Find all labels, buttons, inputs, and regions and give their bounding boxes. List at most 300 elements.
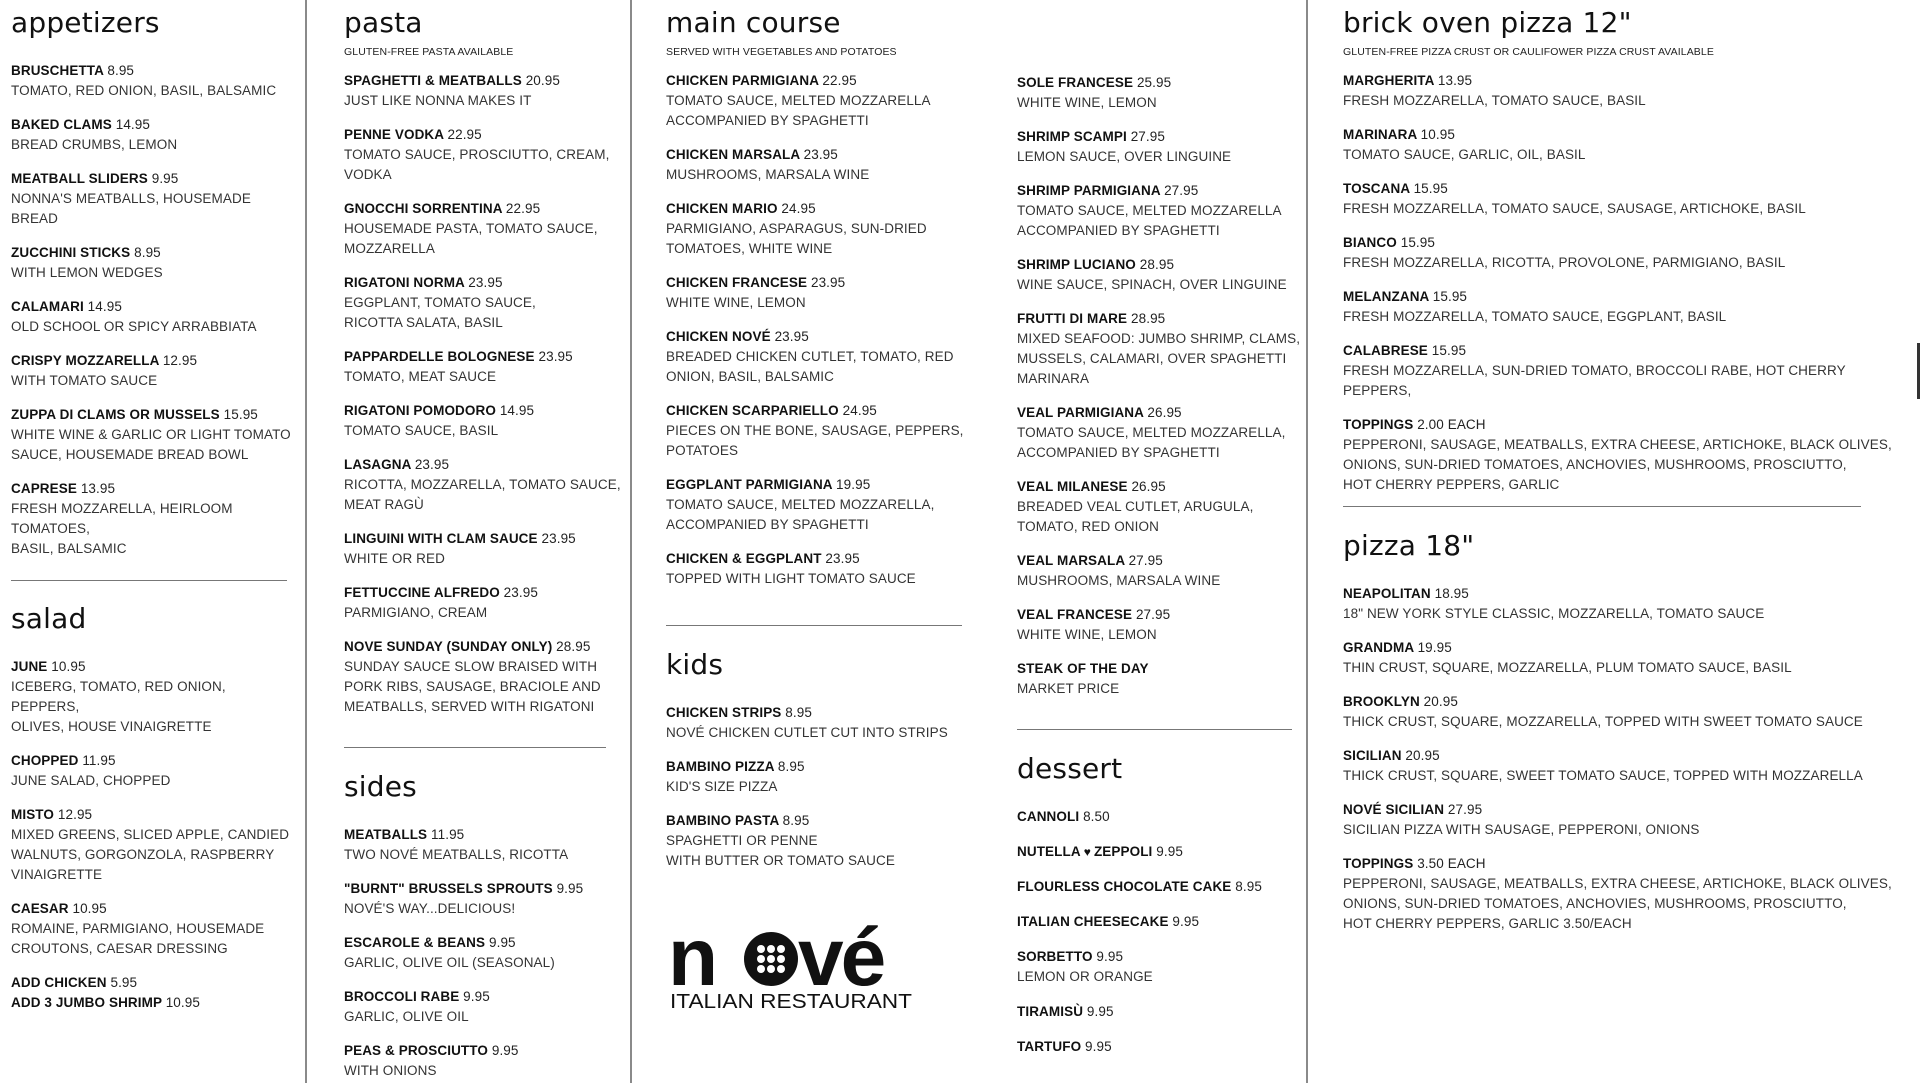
menu-item-title: SHRIMP LUCIANO [1017,257,1136,272]
menu-item [344,199,624,259]
menu-item-price: 18.95 [1434,586,1469,601]
menu-item-description: WHITE WINE & GARLIC OR LIGHT TOMATO [11,427,291,442]
menu-item [666,327,996,387]
menu-item-title: EGGPLANT PARMIGIANA [666,477,833,492]
menu-item-name [666,401,996,421]
menu-item-price: 14.95 [87,299,122,314]
menu-item-price: 24.95 [842,403,877,418]
menu-item-name [1017,477,1302,497]
menu-item-price: 10.95 [1420,127,1455,142]
menu-item-title: JUNE [11,659,48,674]
menu-item [11,993,296,1013]
menu-item-description: SUNDAY SAUCE SLOW BRAISED WITH [344,659,598,674]
menu-item-name [11,899,296,919]
menu-item-description: LEMON OR ORANGE [1017,969,1153,984]
menu-item-name [344,637,624,657]
menu-item-price: 8.50 [1083,809,1110,824]
menu-item-name [11,479,296,499]
menu-item-title: GNOCCHI SORRENTINA [344,201,503,216]
section-pizza-18 [1343,529,1913,934]
menu-item-price: 13.95 [1437,73,1473,88]
menu-item-price: 20.95 [1423,694,1458,709]
menu-item-description: TOMATO SAUCE, MELTED MOZZARELLA [1017,203,1282,218]
menu-item [344,347,624,387]
menu-item-name [1343,746,1913,766]
menu-item-title: CAESAR [11,901,69,916]
menu-item-price: 23.95 [803,147,838,162]
menu-item-title: TARTUFO [1017,1039,1082,1054]
divider-appetizers-salad [11,580,287,581]
menu-item-title: PAPPARDELLE BOLOGNESE [344,349,535,364]
menu-item-title: CHICKEN STRIPS [666,705,782,720]
menu-item-price: 10.95 [72,901,107,916]
menu-item-price: 9.95 [151,171,179,186]
menu-item-name [344,933,624,953]
menu-item [666,273,996,313]
menu-item-title: MELANZANA [1343,289,1429,304]
menu-item-description: OLIVES, HOUSE VINAIGRETTE [11,719,212,734]
menu-item-name [11,657,296,677]
menu-item-title-2: ZEPPOLI [1093,844,1153,859]
menu-item-title: NOVE SUNDAY (SUNDAY ONLY) [344,639,553,654]
menu-item-title: BROOKLYN [1343,694,1420,709]
menu-item-price: 8.95 [777,759,805,774]
menu-item [666,71,996,131]
menu-item-description: ACCOMPANIED BY SPAGHETTI [1017,223,1220,238]
menu-item-description: BREAD CRUMBS, LEMON [11,137,178,152]
menu-item-title: PEAS & PROSCIUTTO [344,1043,488,1058]
menu-item [344,879,624,919]
menu-item-price: 9.95 [1172,914,1200,929]
menu-item-title: BIANCO [1343,235,1397,250]
menu-item-title: BROCCOLI RABE [344,989,460,1004]
menu-item-price: 26.95 [1131,479,1166,494]
menu-item-price: 22.95 [447,127,482,142]
menu-item-name [344,879,624,899]
menu-item-description: POTATOES [666,443,739,458]
menu-item [1017,807,1302,827]
menu-item [344,987,624,1027]
section-sides [344,770,624,1081]
menu-item-title: ZUCCHINI STICKS [11,245,131,260]
menu-item-name [666,475,996,495]
menu-item-description: WHITE OR RED [344,551,445,566]
menu-item-name [1017,255,1302,275]
menu-item-name [1343,638,1913,658]
divider-main-dessert [1017,729,1292,730]
menu-item [11,169,296,229]
menu-item-title: SHRIMP SCAMPI [1017,129,1127,144]
menu-item-title: MEATBALLS [344,827,428,842]
phone-keypad-o-icon [744,932,798,986]
menu-item-name [1017,309,1302,329]
menu-item-name [11,61,296,81]
menu-item-description: GARLIC, OLIVE OIL [344,1009,469,1024]
menu-item-price: 10.95 [51,659,86,674]
column-divider-3 [1306,0,1308,1083]
section-title-appetizers: appetizers [11,6,160,39]
menu-item-price: 23.95 [541,531,576,546]
column-pasta-sides [344,0,624,1078]
menu-item-description: MIXED GREENS, SLICED APPLE, CANDIED [11,827,290,842]
menu-item-description: KID'S SIZE PIZZA [666,779,778,794]
nove-logo-mark [668,915,928,1025]
section-pizza-12 [1343,0,1913,495]
menu-item-description: FRESH MOZZARELLA, SUN-DRIED TOMATO, BROCCOLI RABE, HOT CHERRY PEPPERS, [1343,363,1846,398]
section-pasta [344,0,624,717]
menu-item-description: BREADED VEAL CUTLET, ARUGULA, [1017,499,1254,514]
menu-item [344,401,624,441]
menu-item-description: WHITE WINE, LEMON [1017,95,1157,110]
menu-item-price: 15.95 [1431,343,1467,358]
menu-item-price: 23.95 [414,457,450,472]
menu-item-price: 14.95 [499,403,535,418]
menu-item-price: 20.95 [1405,748,1440,763]
menu-item [1017,73,1302,113]
menu-item-title: ZUPPA DI CLAMS OR MUSSELS [11,407,220,422]
menu-item-price: 12.95 [162,353,198,368]
menu-item [1343,287,1913,327]
menu-item-description: FRESH MOZZARELLA, HEIRLOOM TOMATOES, [11,501,233,536]
menu-item-title: ADD CHICKEN [11,975,107,990]
section-title-pizza-18: pizza 18" [1343,529,1475,562]
column-appetizers-salad [11,0,296,1010]
menu-item-title: SICILIAN [1343,748,1402,763]
menu-item [1017,877,1302,897]
menu-item-price: 15.95 [1432,289,1468,304]
menu-item-name [666,71,996,91]
menu-item-description: PIECES ON THE BONE, SAUSAGE, PEPPERS, [666,423,964,438]
menu-item [344,529,624,569]
menu-item-name [344,987,624,1007]
menu-item [1017,947,1302,987]
menu-item-name [1017,659,1302,679]
menu-item-title: NUTELLA [1017,844,1081,859]
menu-item-price: 23.95 [810,275,846,290]
menu-item-price: 28.95 [1131,311,1166,326]
menu-item-description: TOMATO SAUCE, BASIL [344,423,499,438]
pasta-subtitle: GLUTEN-FREE PASTA AVAILABLE [344,46,514,58]
menu-item [1017,842,1302,862]
menu-item-name [1343,415,1913,435]
menu-item-description: RICOTTA SALATA, BASIL [344,315,503,330]
pasta-list [344,71,624,717]
menu-item [11,973,296,993]
menu-item-title: MARGHERITA [1343,73,1434,88]
menu-item-name [11,973,296,993]
menu-item-description: TOMATO SAUCE, GARLIC, OIL, BASIL [1343,147,1586,162]
menu-item-description: JUST LIKE NONNA MAKES IT [344,93,532,108]
menu-item-title: FLOURLESS CHOCOLATE CAKE [1017,879,1232,894]
menu-item-description: TOMATO, RED ONION, BASIL, BALSAMIC [11,83,277,98]
menu-item-title: BRUSCHETTA [11,63,104,78]
menu-item-description: BREADED CHICKEN CUTLET, TOMATO, RED [666,349,954,364]
menu-item-price: 8.95 [134,245,161,260]
menu-item-price: 20.95 [525,73,560,88]
main-course-list-right [1017,73,1302,699]
menu-item [1343,584,1913,624]
logo-ve: vé [798,915,884,1003]
menu-item-name [1017,403,1302,423]
menu-item [1017,127,1302,167]
menu-item-name [1017,1002,1302,1022]
menu-item-price: 8.95 [1235,879,1262,894]
menu-item-price: 12.95 [57,807,93,822]
menu-item-title: MEATBALL SLIDERS [11,171,148,186]
menu-item-price: 27.95 [1128,553,1163,568]
menu-item-description: 18" NEW YORK STYLE CLASSIC, MOZZARELLA, TOMATO SAUCE [1343,606,1765,621]
menu-item-price: 23.95 [538,349,573,364]
menu-item [1343,341,1913,401]
menu-item-description: MUSSELS, CALAMARI, OVER SPAGHETTI [1017,351,1287,366]
menu-item-name [344,347,624,367]
menu-item-description: TOMATO, MEAT SAUCE [344,369,497,384]
menu-item-name [344,583,624,603]
menu-item-name [1017,947,1302,967]
menu-item [344,71,624,111]
pizza-18-list [1343,584,1913,934]
menu-item-description: ACCOMPANIED BY SPAGHETTI [666,517,869,532]
menu-item-description: ICEBERG, TOMATO, RED ONION, PEPPERS, [11,679,226,714]
menu-item-name [1017,127,1302,147]
menu-item-description: THICK CRUST, SQUARE, SWEET TOMATO SAUCE, TOPPED WITH MOZZARELLA [1343,768,1863,783]
menu-item-description: SAUCE, HOUSEMADE BREAD BOWL [11,447,249,462]
menu-item-name [344,199,624,219]
section-title-pizza-12: brick oven pizza 12" [1343,6,1632,39]
menu-item-description: THICK CRUST, SQUARE, MOZZARELLA, TOPPED WITH SWEET TOMATO SAUCE [1343,714,1863,729]
menu-item-name [666,327,996,347]
menu-item [1343,746,1913,786]
menu-item-name [1343,692,1913,712]
menu-item-name [666,703,966,723]
divider-main-kids [666,625,962,626]
menu-item-description: PORK RIBS, SAUSAGE, BRACIOLE AND [344,679,601,694]
menu-item [1343,179,1913,219]
menu-item-description: MARINARA [1017,371,1090,386]
menu-item-title: "BURNT" BRUSSELS SPROUTS [344,881,553,896]
menu-item [1343,71,1913,111]
menu-item-name [1017,73,1302,93]
menu-item-name [1017,605,1302,625]
menu-item-price: 11.95 [82,753,116,768]
menu-item-description: NOVÉ'S WAY...DELICIOUS! [344,901,516,916]
menu-item-description: ONIONS, SUN-DRIED TOMATOES, ANCHOVIES, MUSHROOMS, PROSCIUTTO, [1343,457,1847,472]
menu-item-description: VINAIGRETTE [11,867,103,882]
menu-item-description: WHITE WINE, LEMON [666,295,806,310]
section-title-main-course: main course [666,6,841,39]
menu-item-price: 27.95 [1164,183,1199,198]
menu-item-price: 27.95 [1135,607,1171,622]
menu-item-name [344,455,624,475]
nove-logo [668,915,928,1025]
logo-n: n [668,915,716,1003]
menu-item [11,899,296,959]
menu-item-title: CALABRESE [1343,343,1428,358]
menu-item-title: ESCAROLE & BEANS [344,935,486,950]
main-course-subtitle: SERVED WITH VEGETABLES AND POTATOES [666,46,897,58]
menu-item [666,401,996,461]
menu-item-price: 9.95 [1156,844,1183,859]
menu-item-price: 9.95 [1085,1039,1112,1054]
menu-item-title: RIGATONI POMODORO [344,403,496,418]
divider-pasta-sides [344,747,606,748]
menu-item-name [1343,233,1913,253]
section-title-sides: sides [344,770,417,803]
menu-item-price: 23.95 [503,585,538,600]
section-kids [666,648,966,871]
menu-item-price: 3.50 EACH [1417,856,1486,871]
menu-item-name [1343,854,1913,874]
menu-item-title: SPAGHETTI & MEATBALLS [344,73,522,88]
menu-item-price: 23.95 [468,275,503,290]
menu-item-description: PARMIGIANO, CREAM [344,605,488,620]
menu-item-price: 19.95 [836,477,871,492]
menu-item [1017,403,1302,463]
menu-item-price: 15.95 [1413,181,1448,196]
menu-item-price: 10.95 [165,995,200,1010]
menu-item-title: NOVÉ SICILIAN [1343,802,1445,817]
menu-item-description: TOMATOES, WHITE WINE [666,241,833,256]
menu-item-price: 2.00 EACH [1417,417,1486,432]
menu-item-name [344,825,624,845]
menu-item-name [344,1041,624,1061]
menu-item-title: CHICKEN NOVÉ [666,329,771,344]
menu-item-title: PENNE VODKA [344,127,444,142]
menu-item [666,199,996,259]
menu-item-price: 19.95 [1417,640,1452,655]
menu-item-description: WITH BUTTER OR TOMATO SAUCE [666,853,895,868]
menu-item-title: VEAL MARSALA [1017,553,1125,568]
menu-item-description: TOMATO, RED ONION [1017,519,1159,534]
menu-item-title: SHRIMP PARMIGIANA [1017,183,1161,198]
menu-item-title: TOPPINGS [1343,856,1414,871]
menu-item [1343,415,1913,495]
menu-item-name [1017,912,1302,932]
menu-item [1343,800,1913,840]
menu-item-title: LASAGNA [344,457,411,472]
menu-item-title: STEAK OF THE DAY [1017,661,1149,676]
menu-item-price: 9.95 [1086,1004,1114,1019]
menu-item-name [666,273,996,293]
column-divider-1 [305,0,307,1083]
menu-item-name [666,199,996,219]
menu-item-description: WITH LEMON WEDGES [11,265,163,280]
menu-item-price: 5.95 [110,975,138,990]
menu-item [1017,1002,1302,1022]
menu-item-title: FETTUCCINE ALFREDO [344,585,500,600]
menu-item-name [666,757,966,777]
menu-item [1017,912,1302,932]
menu-item-description: SICILIAN PIZZA WITH SAUSAGE, PEPPERONI, ONIONS [1343,822,1700,837]
menu-item-description: JUNE SALAD, CHOPPED [11,773,171,788]
pizza-12-list [1343,71,1913,495]
menu-item [11,243,296,283]
menu-item-description: GARLIC, OLIVE OIL (SEASONAL) [344,955,555,970]
pizza-12-subtitle: GLUTEN-FREE PIZZA CRUST OR CAULIFOWER PIZZA CRUST AVAILABLE [1343,46,1714,58]
menu-item-description: WITH TOMATO SAUCE [11,373,158,388]
menu-item-description: ROMAINE, PARMIGIANO, HOUSEMADE [11,921,265,936]
menu-item-title: VEAL PARMIGIANA [1017,405,1144,420]
section-title-kids: kids [666,648,724,681]
menu-item-name [11,805,296,825]
menu-item-name [1017,1037,1302,1057]
menu-item-name [1343,287,1913,307]
menu-item-price: 11.95 [431,827,465,842]
menu-item-title: BAMBINO PASTA [666,813,779,828]
menu-item-price: 8.95 [107,63,135,78]
menu-item-price: 23.95 [825,551,860,566]
menu-item [344,125,624,185]
menu-item-name [1343,584,1913,604]
menu-item-description: NONNA'S MEATBALLS, HOUSEMADE BREAD [11,191,251,226]
menu-item-name [344,273,624,293]
menu-item-title: CHICKEN MARSALA [666,147,800,162]
menu-item-description: MARKET PRICE [1017,681,1120,696]
heart-icon: ♥ [1083,845,1091,859]
menu-item [344,637,624,717]
menu-item-price: 15.95 [223,407,258,422]
menu-item-description: MOZZARELLA [344,241,436,256]
menu-item-description: TOMATO SAUCE, MELTED MOZZARELLA, [1017,425,1286,440]
menu-item [666,703,966,743]
menu-item-description: HOT CHERRY PEPPERS, GARLIC 3.50/EACH [1343,916,1632,931]
menu-item-name [11,169,296,189]
menu-item-title: VEAL MILANESE [1017,479,1128,494]
menu-item-description: BASIL, BALSAMIC [11,541,127,556]
kids-list [666,703,966,871]
menu-item-name [1343,341,1913,361]
menu-item-name [666,811,966,831]
menu-item-name [666,549,996,569]
column-pizza [1343,0,1913,931]
menu-item-title: ADD 3 JUMBO SHRIMP [11,995,162,1010]
menu-item-description: TOMATO SAUCE, MELTED MOZZARELLA, [666,497,935,512]
menu-item-description: FRESH MOZZARELLA, TOMATO SAUCE, SAUSAGE, ARTICHOKE, BASIL [1343,201,1806,216]
menu-item [666,145,996,185]
menu-item-description: WHITE WINE, LEMON [1017,627,1157,642]
menu-item [344,1041,624,1081]
menu-item [1017,551,1302,591]
menu-item-description: FRESH MOZZARELLA, TOMATO SAUCE, BASIL [1343,93,1646,108]
menu-item-description: LEMON SAUCE, OVER LINGUINE [1017,149,1232,164]
menu-item-name [1343,71,1913,91]
menu-item-description: TOMATO SAUCE, MELTED MOZZARELLA [666,93,931,108]
section-salad [11,602,296,1013]
menu-item-description: CROUTONS, CAESAR DRESSING [11,941,228,956]
menu-item [666,757,966,797]
menu-item-name [1343,125,1913,145]
salad-list [11,657,296,959]
menu-item-price: 25.95 [1136,75,1172,90]
menu-item [11,61,296,101]
menu-item-name [1343,179,1913,199]
menu-item-description: WINE SAUCE, SPINACH, OVER LINGUINE [1017,277,1287,292]
menu-item-name [1343,800,1913,820]
menu-item-title: CHICKEN SCARPARIELLO [666,403,839,418]
menu-item [1017,181,1302,241]
menu-item-name [1017,877,1302,897]
menu-item-name [666,145,996,165]
menu-item-description: ONIONS, SUN-DRIED TOMATOES, ANCHOVIES, MUSHROOMS, PROSCIUTTO, [1343,896,1847,911]
menu-item-description: RICOTTA, MOZZARELLA, TOMATO SAUCE, [344,477,621,492]
menu-item-title: CHICKEN MARIO [666,201,778,216]
menu-item [1017,255,1302,295]
menu-item [1343,233,1913,273]
menu-item-price: 27.95 [1130,129,1165,144]
menu-item-name [344,71,624,91]
menu-item-price: 22.95 [822,73,857,88]
menu-item-name [11,243,296,263]
